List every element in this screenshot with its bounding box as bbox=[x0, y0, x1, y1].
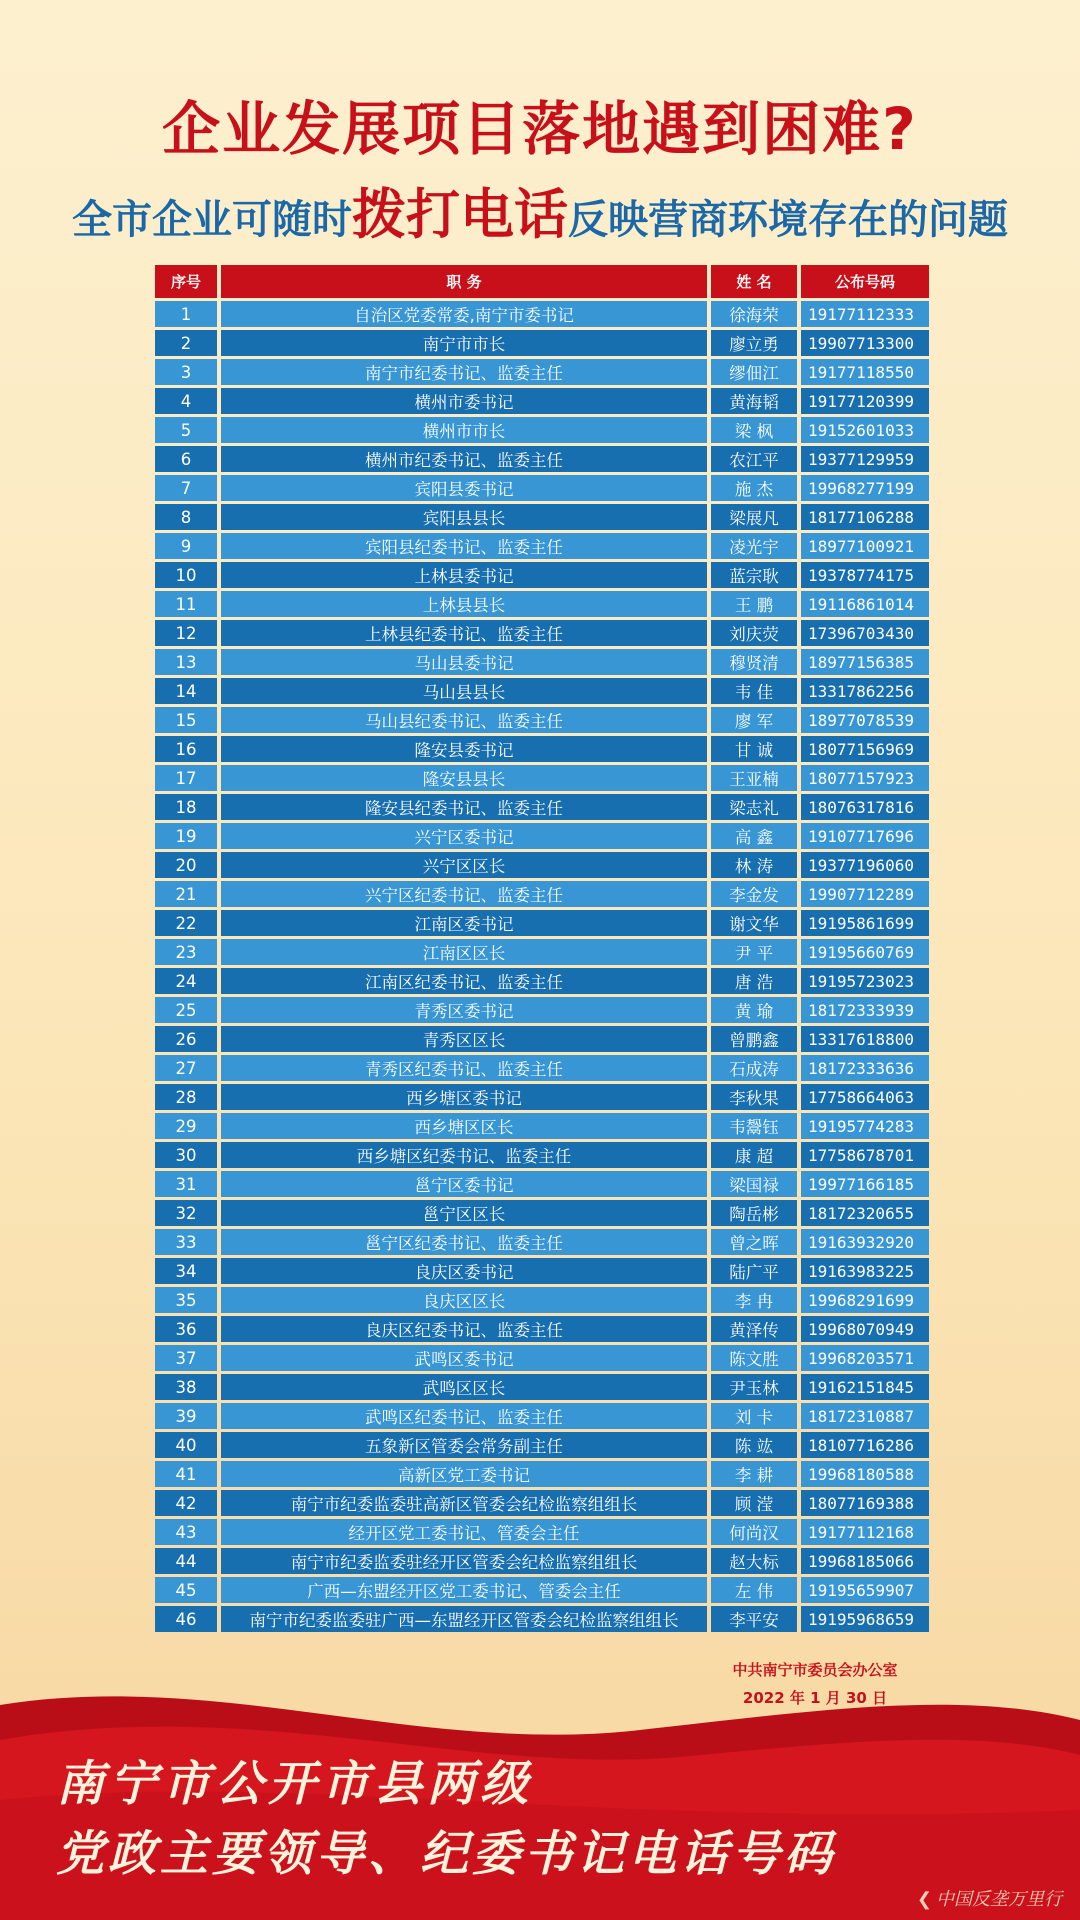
cell-phone: 19195968659 bbox=[801, 1606, 929, 1632]
cell-phone: 13317862256 bbox=[801, 678, 929, 704]
cell-index: 43 bbox=[155, 1519, 217, 1545]
table-row bbox=[155, 417, 929, 443]
cell-name: 李金发 bbox=[711, 881, 797, 907]
table-row bbox=[155, 1229, 929, 1255]
cell-position: 江南区委书记 bbox=[221, 910, 707, 936]
table-row bbox=[155, 1548, 929, 1574]
cell-name: 曾之晖 bbox=[711, 1229, 797, 1255]
cell-index: 2 bbox=[155, 330, 217, 356]
column-header-name: 姓 名 bbox=[711, 265, 797, 298]
cell-position: 武鸣区纪委书记、监委主任 bbox=[221, 1403, 707, 1429]
cell-name: 廖 军 bbox=[711, 707, 797, 733]
cell-index: 6 bbox=[155, 446, 217, 472]
cell-position: 隆安县纪委书记、监委主任 bbox=[221, 794, 707, 820]
cell-name: 王 鹏 bbox=[711, 591, 797, 617]
cell-position: 隆安县委书记 bbox=[221, 736, 707, 762]
cell-index: 22 bbox=[155, 910, 217, 936]
cell-position: 青秀区委书记 bbox=[221, 997, 707, 1023]
cell-index: 27 bbox=[155, 1055, 217, 1081]
cell-name: 康 超 bbox=[711, 1142, 797, 1168]
cell-index: 12 bbox=[155, 620, 217, 646]
table-row bbox=[155, 475, 929, 501]
table-row bbox=[155, 881, 929, 907]
cell-position: 上林县纪委书记、监委主任 bbox=[221, 620, 707, 646]
cell-name: 徐海荣 bbox=[711, 301, 797, 327]
cell-index: 45 bbox=[155, 1577, 217, 1603]
cell-phone: 19177120399 bbox=[801, 388, 929, 414]
cell-phone: 18077156969 bbox=[801, 736, 929, 762]
cell-position: 邕宁区纪委书记、监委主任 bbox=[221, 1229, 707, 1255]
cell-phone: 19163932920 bbox=[801, 1229, 929, 1255]
table-row bbox=[155, 649, 929, 675]
cell-index: 36 bbox=[155, 1316, 217, 1342]
table-row bbox=[155, 446, 929, 472]
cell-name: 李秋果 bbox=[711, 1084, 797, 1110]
subheadline-part-2: 反映营商环境存在的问题 bbox=[568, 197, 1008, 243]
column-header-phone: 公布号码 bbox=[801, 265, 929, 298]
cell-name: 梁国禄 bbox=[711, 1171, 797, 1197]
table-row bbox=[155, 1577, 929, 1603]
cell-phone: 18977100921 bbox=[801, 533, 929, 559]
table-row bbox=[155, 765, 929, 791]
table-row bbox=[155, 910, 929, 936]
cell-position: 南宁市纪委监委驻经开区管委会纪检监察组组长 bbox=[221, 1548, 707, 1574]
table-row bbox=[155, 504, 929, 530]
table-row bbox=[155, 1171, 929, 1197]
table-row bbox=[155, 1432, 929, 1458]
cell-phone: 19177112333 bbox=[801, 301, 929, 327]
cell-index: 11 bbox=[155, 591, 217, 617]
table-row bbox=[155, 1490, 929, 1516]
banner-title-line-1: 南宁市公开市县两级 bbox=[56, 1756, 534, 1812]
cell-name: 何尚汉 bbox=[711, 1519, 797, 1545]
table-row bbox=[155, 533, 929, 559]
cell-index: 5 bbox=[155, 417, 217, 443]
cell-position: 青秀区区长 bbox=[221, 1026, 707, 1052]
cell-name: 高 鑫 bbox=[711, 823, 797, 849]
cell-name: 蓝宗耿 bbox=[711, 562, 797, 588]
subheadline-highlight: 拨打电话 bbox=[352, 183, 568, 246]
cell-position: 宾阳县纪委书记、监委主任 bbox=[221, 533, 707, 559]
table-row bbox=[155, 736, 929, 762]
cell-phone: 19163983225 bbox=[801, 1258, 929, 1284]
cell-phone: 18107716286 bbox=[801, 1432, 929, 1458]
subheadline bbox=[0, 172, 1080, 249]
cell-index: 37 bbox=[155, 1345, 217, 1371]
cell-index: 17 bbox=[155, 765, 217, 791]
cell-index: 14 bbox=[155, 678, 217, 704]
table-row bbox=[155, 562, 929, 588]
cell-phone: 19968291699 bbox=[801, 1287, 929, 1313]
cell-position: 南宁市纪委书记、监委主任 bbox=[221, 359, 707, 385]
cell-position: 兴宁区委书记 bbox=[221, 823, 707, 849]
cell-phone: 19377129959 bbox=[801, 446, 929, 472]
cell-name: 陈文胜 bbox=[711, 1345, 797, 1371]
cell-index: 16 bbox=[155, 736, 217, 762]
cell-index: 25 bbox=[155, 997, 217, 1023]
cell-index: 18 bbox=[155, 794, 217, 820]
cell-phone: 18077169388 bbox=[801, 1490, 929, 1516]
cell-phone: 19152601033 bbox=[801, 417, 929, 443]
cell-name: 施 杰 bbox=[711, 475, 797, 501]
cell-index: 9 bbox=[155, 533, 217, 559]
table-row bbox=[155, 330, 929, 356]
cell-index: 13 bbox=[155, 649, 217, 675]
cell-index: 24 bbox=[155, 968, 217, 994]
table-row bbox=[155, 1287, 929, 1313]
cell-position: 高新区党工委书记 bbox=[221, 1461, 707, 1487]
cell-index: 34 bbox=[155, 1258, 217, 1284]
cell-position: 五象新区管委会常务副主任 bbox=[221, 1432, 707, 1458]
subheadline-part-1: 全市企业可随时 bbox=[72, 197, 352, 243]
cell-name: 刘 卡 bbox=[711, 1403, 797, 1429]
table-row bbox=[155, 939, 929, 965]
cell-index: 15 bbox=[155, 707, 217, 733]
cell-name: 黄 瑜 bbox=[711, 997, 797, 1023]
table-row bbox=[155, 1606, 929, 1632]
table-row bbox=[155, 1316, 929, 1342]
cell-phone: 17758664063 bbox=[801, 1084, 929, 1110]
cell-phone: 19195861699 bbox=[801, 910, 929, 936]
cell-name: 陆广平 bbox=[711, 1258, 797, 1284]
cell-phone: 19177118550 bbox=[801, 359, 929, 385]
cell-phone: 19968180588 bbox=[801, 1461, 929, 1487]
cell-position: 马山县县长 bbox=[221, 678, 707, 704]
cell-index: 35 bbox=[155, 1287, 217, 1313]
cell-name: 李 冉 bbox=[711, 1287, 797, 1313]
table-row bbox=[155, 852, 929, 878]
table-row bbox=[155, 1258, 929, 1284]
cell-name: 顾 滢 bbox=[711, 1490, 797, 1516]
cell-index: 3 bbox=[155, 359, 217, 385]
cell-phone: 19195659907 bbox=[801, 1577, 929, 1603]
cell-position: 西乡塘区区长 bbox=[221, 1113, 707, 1139]
cell-index: 46 bbox=[155, 1606, 217, 1632]
table-row bbox=[155, 1200, 929, 1226]
cell-position: 西乡塘区纪委书记、监委主任 bbox=[221, 1142, 707, 1168]
cell-position: 武鸣区委书记 bbox=[221, 1345, 707, 1371]
cell-position: 横州市纪委书记、监委主任 bbox=[221, 446, 707, 472]
cell-position: 经开区党工委书记、管委会主任 bbox=[221, 1519, 707, 1545]
cell-name: 黄海韬 bbox=[711, 388, 797, 414]
cell-name: 甘 诚 bbox=[711, 736, 797, 762]
headline: 企业发展项目落地遇到困难? bbox=[162, 95, 918, 163]
cell-name: 韦 佳 bbox=[711, 678, 797, 704]
cell-phone: 19907712289 bbox=[801, 881, 929, 907]
cell-position: 良庆区委书记 bbox=[221, 1258, 707, 1284]
cell-name: 农江平 bbox=[711, 446, 797, 472]
cell-name: 李平安 bbox=[711, 1606, 797, 1632]
table-row bbox=[155, 591, 929, 617]
cell-phone: 18172333636 bbox=[801, 1055, 929, 1081]
cell-name: 梁 枫 bbox=[711, 417, 797, 443]
watermark-text: 中国反垄万里行 bbox=[936, 1889, 1062, 1910]
cell-index: 40 bbox=[155, 1432, 217, 1458]
table-row bbox=[155, 1374, 929, 1400]
cell-name: 梁志礼 bbox=[711, 794, 797, 820]
cell-name: 穆贤清 bbox=[711, 649, 797, 675]
cell-name: 凌光宇 bbox=[711, 533, 797, 559]
table-row bbox=[155, 1026, 929, 1052]
cell-phone: 18977156385 bbox=[801, 649, 929, 675]
cell-index: 41 bbox=[155, 1461, 217, 1487]
table-row bbox=[155, 1345, 929, 1371]
cell-phone: 18076317816 bbox=[801, 794, 929, 820]
cell-phone: 13317618800 bbox=[801, 1026, 929, 1052]
cell-name: 刘庆荧 bbox=[711, 620, 797, 646]
cell-position: 良庆区区长 bbox=[221, 1287, 707, 1313]
cell-phone: 19907713300 bbox=[801, 330, 929, 356]
issuer-name: 中共南宁市委员会办公室 bbox=[732, 1661, 898, 1679]
cell-name: 左 伟 bbox=[711, 1577, 797, 1603]
cell-position: 上林县委书记 bbox=[221, 562, 707, 588]
cell-position: 邕宁区委书记 bbox=[221, 1171, 707, 1197]
table-header-row bbox=[155, 265, 929, 298]
cell-index: 32 bbox=[155, 1200, 217, 1226]
cell-position: 马山县委书记 bbox=[221, 649, 707, 675]
cell-index: 33 bbox=[155, 1229, 217, 1255]
table-row bbox=[155, 794, 929, 820]
contact-table bbox=[151, 262, 933, 1635]
table-row bbox=[155, 301, 929, 327]
table-row bbox=[155, 1113, 929, 1139]
table-row bbox=[155, 1519, 929, 1545]
cell-position: 横州市市长 bbox=[221, 417, 707, 443]
cell-index: 26 bbox=[155, 1026, 217, 1052]
watermark bbox=[917, 1885, 1062, 1911]
cell-position: 宾阳县委书记 bbox=[221, 475, 707, 501]
table-row bbox=[155, 1461, 929, 1487]
cell-index: 23 bbox=[155, 939, 217, 965]
table-row bbox=[155, 1403, 929, 1429]
column-header-index: 序号 bbox=[155, 265, 217, 298]
cell-name: 陶岳彬 bbox=[711, 1200, 797, 1226]
cell-phone: 19177112168 bbox=[801, 1519, 929, 1545]
cell-index: 42 bbox=[155, 1490, 217, 1516]
cell-position: 自治区党委常委,南宁市委书记 bbox=[221, 301, 707, 327]
cell-name: 廖立勇 bbox=[711, 330, 797, 356]
cell-index: 1 bbox=[155, 301, 217, 327]
table-row bbox=[155, 707, 929, 733]
cell-phone: 18172333939 bbox=[801, 997, 929, 1023]
cell-position: 横州市委书记 bbox=[221, 388, 707, 414]
cell-index: 44 bbox=[155, 1548, 217, 1574]
cell-name: 韦鬶钰 bbox=[711, 1113, 797, 1139]
table-row bbox=[155, 388, 929, 414]
cell-name: 黄泽传 bbox=[711, 1316, 797, 1342]
table-row bbox=[155, 620, 929, 646]
cell-position: 武鸣区区长 bbox=[221, 1374, 707, 1400]
cell-phone: 19195723023 bbox=[801, 968, 929, 994]
table-row bbox=[155, 1055, 929, 1081]
cell-phone: 17758678701 bbox=[801, 1142, 929, 1168]
cell-position: 南宁市市长 bbox=[221, 330, 707, 356]
cell-index: 38 bbox=[155, 1374, 217, 1400]
cell-phone: 19968277199 bbox=[801, 475, 929, 501]
cell-position: 宾阳县县长 bbox=[221, 504, 707, 530]
cell-position: 西乡塘区委书记 bbox=[221, 1084, 707, 1110]
cell-index: 31 bbox=[155, 1171, 217, 1197]
cell-position: 邕宁区区长 bbox=[221, 1200, 707, 1226]
cell-name: 缪佃江 bbox=[711, 359, 797, 385]
cell-name: 尹玉林 bbox=[711, 1374, 797, 1400]
cell-phone: 19195660769 bbox=[801, 939, 929, 965]
cell-name: 谢文华 bbox=[711, 910, 797, 936]
table-row bbox=[155, 968, 929, 994]
watermark-logo-icon: ❮ bbox=[916, 1889, 932, 1910]
cell-position: 上林县县长 bbox=[221, 591, 707, 617]
cell-phone: 19377196060 bbox=[801, 852, 929, 878]
cell-phone: 18172310887 bbox=[801, 1403, 929, 1429]
cell-index: 39 bbox=[155, 1403, 217, 1429]
table-row bbox=[155, 1142, 929, 1168]
table-row bbox=[155, 678, 929, 704]
cell-phone: 19107717696 bbox=[801, 823, 929, 849]
cell-name: 赵大标 bbox=[711, 1548, 797, 1574]
cell-index: 19 bbox=[155, 823, 217, 849]
banner-title-line-2: 党政主要领导、纪委书记电话号码 bbox=[56, 1826, 837, 1882]
cell-index: 7 bbox=[155, 475, 217, 501]
cell-phone: 19968185066 bbox=[801, 1548, 929, 1574]
cell-phone: 18172320655 bbox=[801, 1200, 929, 1226]
cell-index: 10 bbox=[155, 562, 217, 588]
cell-index: 8 bbox=[155, 504, 217, 530]
cell-phone: 19977166185 bbox=[801, 1171, 929, 1197]
cell-position: 南宁市纪委监委驻高新区管委会纪检监察组组长 bbox=[221, 1490, 707, 1516]
cell-position: 兴宁区区长 bbox=[221, 852, 707, 878]
cell-index: 20 bbox=[155, 852, 217, 878]
table-row bbox=[155, 823, 929, 849]
cell-position: 隆安县县长 bbox=[221, 765, 707, 791]
cell-position: 南宁市纪委监委驻广西—东盟经开区管委会纪检监察组组长 bbox=[221, 1606, 707, 1632]
cell-index: 21 bbox=[155, 881, 217, 907]
table-row bbox=[155, 359, 929, 385]
cell-phone: 18977078539 bbox=[801, 707, 929, 733]
cell-index: 28 bbox=[155, 1084, 217, 1110]
table-row bbox=[155, 997, 929, 1023]
cell-name: 林 涛 bbox=[711, 852, 797, 878]
cell-position: 江南区纪委书记、监委主任 bbox=[221, 968, 707, 994]
cell-name: 梁展凡 bbox=[711, 504, 797, 530]
cell-name: 石成涛 bbox=[711, 1055, 797, 1081]
cell-position: 青秀区纪委书记、监委主任 bbox=[221, 1055, 707, 1081]
cell-name: 尹 平 bbox=[711, 939, 797, 965]
cell-name: 曾鹏鑫 bbox=[711, 1026, 797, 1052]
cell-name: 唐 浩 bbox=[711, 968, 797, 994]
cell-phone: 18177106288 bbox=[801, 504, 929, 530]
cell-index: 30 bbox=[155, 1142, 217, 1168]
cell-phone: 19162151845 bbox=[801, 1374, 929, 1400]
cell-phone: 17396703430 bbox=[801, 620, 929, 646]
cell-phone: 19968203571 bbox=[801, 1345, 929, 1371]
cell-position: 良庆区纪委书记、监委主任 bbox=[221, 1316, 707, 1342]
cell-position: 江南区区长 bbox=[221, 939, 707, 965]
cell-position: 马山县纪委书记、监委主任 bbox=[221, 707, 707, 733]
table-body bbox=[155, 301, 929, 1632]
cell-index: 4 bbox=[155, 388, 217, 414]
cell-name: 王亚楠 bbox=[711, 765, 797, 791]
cell-position: 兴宁区纪委书记、监委主任 bbox=[221, 881, 707, 907]
cell-phone: 19378774175 bbox=[801, 562, 929, 588]
cell-phone: 19968070949 bbox=[801, 1316, 929, 1342]
table-row bbox=[155, 1084, 929, 1110]
cell-index: 29 bbox=[155, 1113, 217, 1139]
column-header-position: 职 务 bbox=[221, 265, 707, 298]
cell-phone: 18077157923 bbox=[801, 765, 929, 791]
cell-position: 广西—东盟经开区党工委书记、管委会主任 bbox=[221, 1577, 707, 1603]
cell-name: 李 耕 bbox=[711, 1461, 797, 1487]
cell-phone: 19195774283 bbox=[801, 1113, 929, 1139]
cell-phone: 19116861014 bbox=[801, 591, 929, 617]
cell-name: 陈 竑 bbox=[711, 1432, 797, 1458]
issue-date: 2022 年 1 月 30 日 bbox=[742, 1689, 888, 1707]
